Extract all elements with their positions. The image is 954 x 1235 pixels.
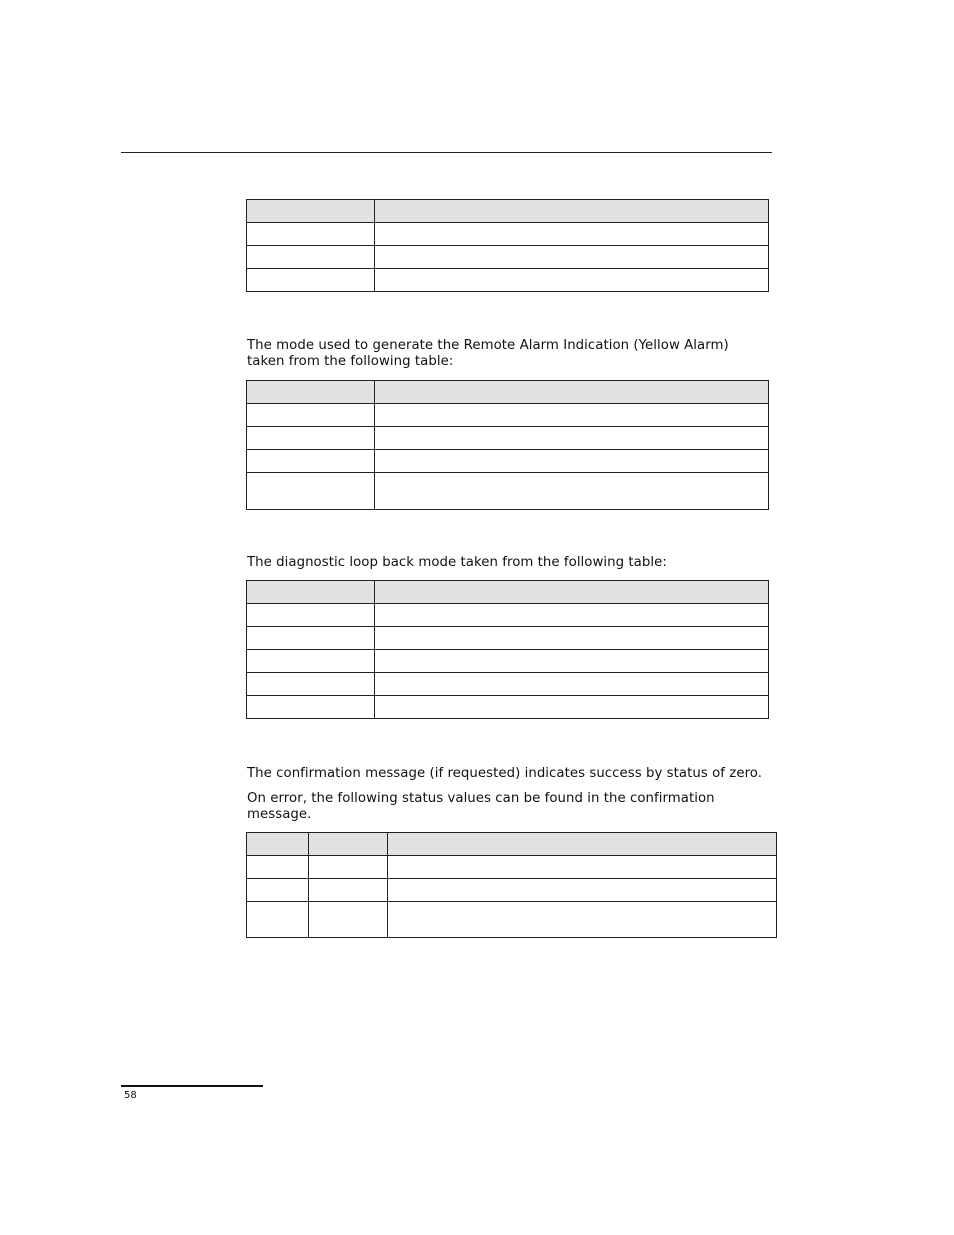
table-row	[247, 427, 769, 450]
footer-rule	[121, 1085, 263, 1087]
table-row	[247, 650, 769, 673]
table-cell	[375, 581, 769, 604]
table-cell	[309, 856, 388, 879]
table-row	[247, 879, 777, 902]
table-row	[247, 604, 769, 627]
table-cell	[247, 246, 375, 269]
table-cell	[309, 879, 388, 902]
table-header-row	[247, 581, 769, 604]
yellow-alarm-table	[246, 380, 769, 510]
table-cell	[375, 404, 769, 427]
table-cell	[247, 404, 375, 427]
table-cell	[375, 427, 769, 450]
table-row	[247, 473, 769, 510]
table-cell	[375, 381, 769, 404]
table-row	[247, 450, 769, 473]
table-cell	[247, 696, 375, 719]
table-cell	[247, 856, 309, 879]
yellow-alarm-intro: The mode used to generate the Remote Alarm Indication (Yellow Alarm) taken from the following table:	[247, 338, 729, 369]
table-cell	[247, 627, 375, 650]
table-cell	[247, 604, 375, 627]
table-cell	[375, 650, 769, 673]
table-header-row	[247, 833, 777, 856]
table-cell	[247, 833, 309, 856]
table-cell	[247, 581, 375, 604]
error-intro: On error, the following status values can be found in the confirmation message.	[247, 791, 715, 822]
table-cell	[247, 200, 375, 223]
table-cell	[247, 223, 375, 246]
table-cell	[247, 381, 375, 404]
table-cell	[247, 879, 309, 902]
table-row	[247, 404, 769, 427]
table-cell	[247, 673, 375, 696]
loopback-intro: The diagnostic loop back mode taken from the following table:	[247, 555, 667, 570]
table-cell	[388, 902, 777, 938]
table-1	[246, 199, 769, 292]
table-header-row	[247, 381, 769, 404]
page-number: 58	[124, 1090, 137, 1101]
table-cell	[375, 473, 769, 510]
table-row	[247, 696, 769, 719]
table-cell	[375, 450, 769, 473]
table-row	[247, 246, 769, 269]
table-cell	[247, 427, 375, 450]
table-row	[247, 902, 777, 938]
table-row	[247, 856, 777, 879]
table-row	[247, 627, 769, 650]
loopback-table	[246, 580, 769, 719]
table-cell	[375, 604, 769, 627]
table-cell	[247, 902, 309, 938]
table-cell	[388, 879, 777, 902]
table-row	[247, 223, 769, 246]
table-cell	[375, 269, 769, 292]
header-rule	[121, 152, 772, 153]
table-cell	[375, 200, 769, 223]
table-cell	[388, 856, 777, 879]
table-row	[247, 269, 769, 292]
confirmation-success: The confirmation message (if requested) indicates success by status of zero.	[247, 766, 763, 781]
error-status-table	[246, 832, 777, 938]
table-cell	[247, 450, 375, 473]
table-cell	[309, 833, 388, 856]
table-cell	[309, 902, 388, 938]
table-cell	[247, 269, 375, 292]
table-cell	[388, 833, 777, 856]
table-cell	[247, 650, 375, 673]
table-row	[247, 673, 769, 696]
table-cell	[375, 673, 769, 696]
table-cell	[375, 696, 769, 719]
table-cell	[375, 246, 769, 269]
table-cell	[375, 223, 769, 246]
table-cell	[247, 473, 375, 510]
table-cell	[375, 627, 769, 650]
table-header-row	[247, 200, 769, 223]
